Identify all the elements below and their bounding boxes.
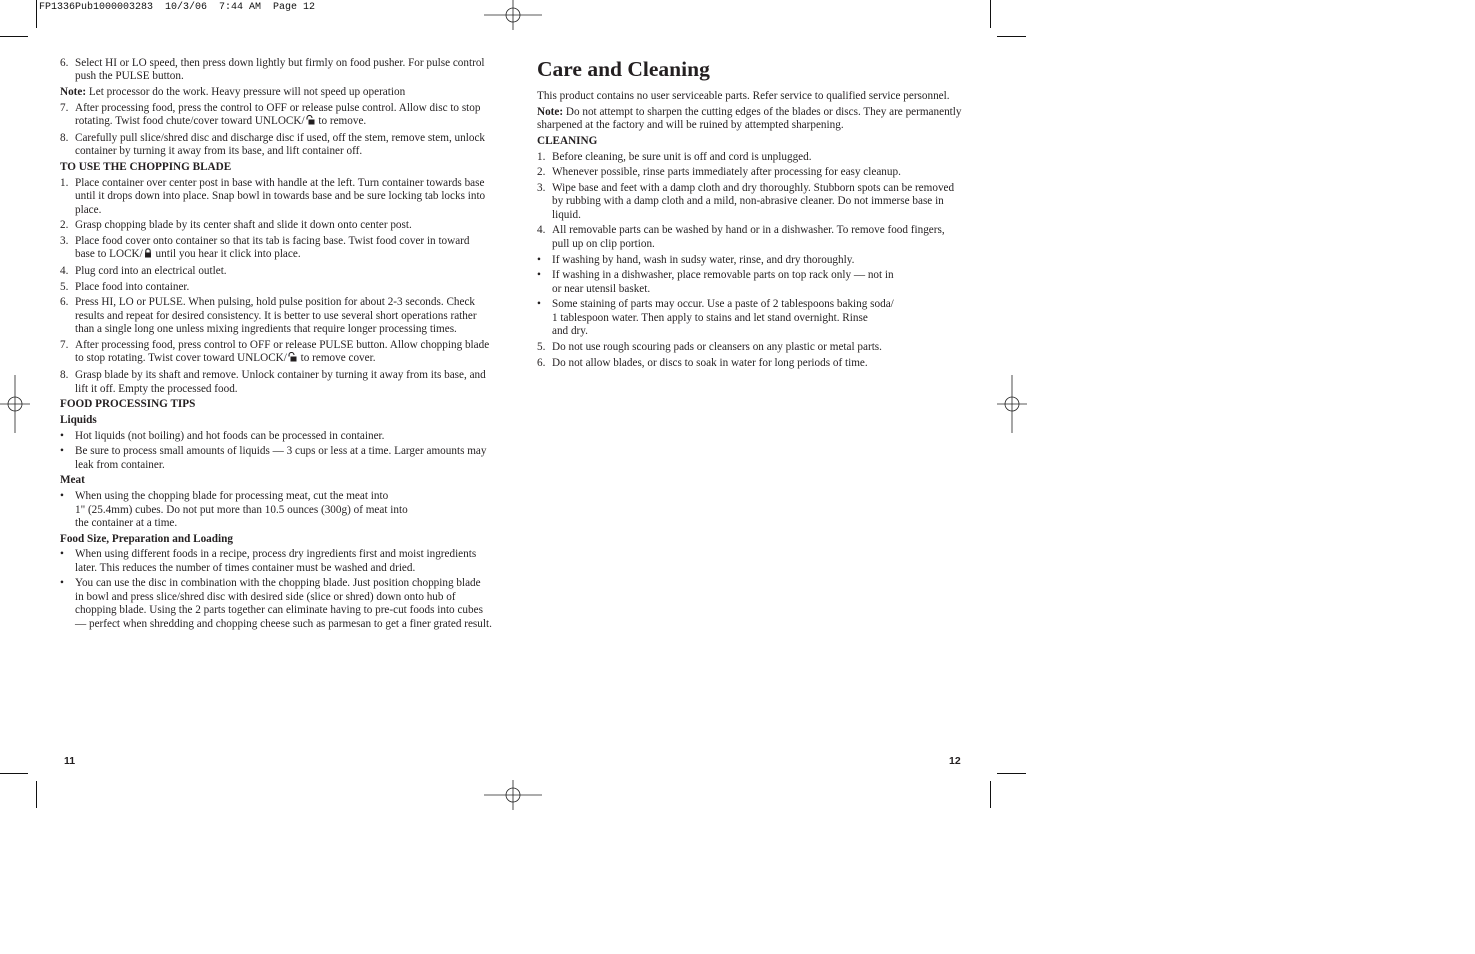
list-item xyxy=(537,254,969,267)
list-marker: 2. xyxy=(537,166,546,179)
list-item xyxy=(60,265,492,278)
section-heading-cleaning: CLEANING xyxy=(537,134,598,147)
list-item xyxy=(60,177,492,217)
list-item-text: Place container over center post in base with handle at the left. Turn container towards base until it drops down into place. Snap bowl in towards base and be sure locking tab locks into place. xyxy=(75,176,486,216)
bullet-marker: • xyxy=(60,429,64,442)
list-item xyxy=(60,281,492,294)
list-item-line: or near utensil basket. xyxy=(552,282,651,295)
crop-mark xyxy=(990,0,991,28)
list-marker: 4. xyxy=(537,224,546,237)
bullet-marker: • xyxy=(60,548,64,561)
list-item-line: the container at a time. xyxy=(75,516,178,529)
crop-mark xyxy=(0,773,28,774)
bullet-marker: • xyxy=(537,253,541,266)
subheading-liquids: Liquids xyxy=(60,413,97,426)
registration-mark-right xyxy=(997,375,1027,433)
list-item xyxy=(60,57,492,84)
list-item xyxy=(60,445,492,472)
list-marker: 2. xyxy=(60,219,69,232)
list-item-text: Carefully pull slice/shred disc and discharge disc if used, off the stem, remove stem, unlock container by turning it away from its base, and lift container off. xyxy=(75,131,486,158)
note-text: Let processor do the work. Heavy pressure will not speed up operation xyxy=(86,86,406,99)
crop-mark xyxy=(997,36,1026,37)
list-item xyxy=(537,269,969,296)
note-paragraph xyxy=(537,106,969,133)
list-item-text: Plug cord into an electrical outlet. xyxy=(75,265,227,278)
list-item-text: After processing food, press the control to OFF or release pulse control. Allow disc to stop rotating. Twist food chute/cover toward UNLOCK/ xyxy=(75,101,481,128)
lock-icon xyxy=(144,248,152,262)
section-heading-chopping-blade: TO USE THE CHOPPING BLADE xyxy=(60,161,232,174)
unlock-icon xyxy=(288,352,297,366)
registration-mark-left xyxy=(0,375,30,433)
list-item-text: Place food cover onto container so that its tab is facing base. Twist food cover in toward base to LOCK/ xyxy=(75,234,470,261)
crop-mark xyxy=(990,781,991,808)
list-item-text: Select HI or LO speed, then press down lightly but firmly on food pusher. For pulse control push the PULSE button. xyxy=(75,57,485,83)
note-text: Do not attempt to sharpen the cutting edges of the blades or discs. They are permanently sharpened at the factory and will be ruined by attempted sharpening. xyxy=(537,105,962,132)
list-marker: 6. xyxy=(60,296,69,309)
list-marker: 7. xyxy=(60,338,69,351)
list-item-line: and dry. xyxy=(552,325,588,338)
list-item-line: If washing by hand, wash in sudsy water, rinse, and dry thoroughly. xyxy=(552,253,855,266)
list-item xyxy=(60,490,492,530)
list-item-line: 1 tablespoon water. Then apply to stains and let stand overnight. Rinse xyxy=(552,311,868,324)
bullet-marker: • xyxy=(60,490,64,503)
section-heading-tips: FOOD PROCESSING TIPS xyxy=(60,398,196,411)
list-item-text: Before cleaning, be sure unit is off and cord is unplugged. xyxy=(552,150,812,163)
list-item-text: Do not use rough scouring pads or cleansers on any plastic or metal parts. xyxy=(552,340,882,353)
list-marker: 4. xyxy=(60,265,69,278)
list-item xyxy=(60,369,492,396)
list-item-text: Hot liquids (not boiling) and hot foods can be processed in container. xyxy=(75,429,385,442)
list-item-text: Whenever possible, rinse parts immediately after processing for easy cleanup. xyxy=(552,166,901,179)
list-item-text-tail: to remove. xyxy=(315,115,367,128)
subheading-meat: Meat xyxy=(60,474,85,487)
list-item-text: Place food into container. xyxy=(75,280,190,293)
list-marker: 7. xyxy=(60,101,69,114)
subheading-food-size: Food Size, Preparation and Loading xyxy=(60,532,233,545)
list-item-text: Wipe base and feet with a damp cloth and dry thoroughly. Stubborn spots can be removed by rubbing with a damp cloth and a mild, non-abrasive cleaner. Do not immerse base in liquid. xyxy=(552,181,955,221)
registration-mark-top xyxy=(484,0,542,30)
list-item xyxy=(60,102,492,130)
note-paragraph xyxy=(60,86,492,99)
list-marker: 3. xyxy=(60,234,69,247)
list-item xyxy=(60,339,492,367)
list-item xyxy=(60,548,492,575)
list-item-text: Grasp blade by its shaft and remove. Unlock container by turning it away from its base, and lift it off. Empty the processed food. xyxy=(75,369,486,395)
bullet-marker: • xyxy=(537,269,541,282)
list-item-text: Press HI, LO or PULSE. When pulsing, hold pulse position for about 2-3 seconds. Check results and repeat for desired consistency. It is better to use several short operations rather than a single long one unless mixing ingredients that require longer processing times. xyxy=(75,296,477,336)
list-item-text: All removable parts can be washed by hand or in a dishwasher. To remove food fingers, pull up on clip portion. xyxy=(552,224,945,250)
list-item xyxy=(60,577,492,631)
list-item-text: You can use the disc in combination with the chopping blade. Just position chopping blade in bowl and press slice/shred disc with desired side (slice or shred) down onto hub of chopping blade. Using the 2 parts together can eliminate having to pre-cut foods into cubes — perfect when shredding and chopping cheese such as parmesan to get a finer grated result. xyxy=(75,577,492,630)
list-item-text: Be sure to process small amounts of liquids — 3 cups or less at a time. Larger amounts may leak from container. xyxy=(75,445,487,471)
list-item xyxy=(537,182,962,222)
unlock-icon xyxy=(306,115,315,129)
crop-mark xyxy=(0,36,28,37)
page-12-column xyxy=(537,57,969,372)
list-marker: 1. xyxy=(537,150,546,163)
list-item xyxy=(537,298,969,338)
list-item xyxy=(537,151,969,164)
list-item-line: 1" (25.4mm) cubes. Do not put more than 10.5 ounces (300g) of meat into xyxy=(75,503,408,516)
list-item-text: When using different foods in a recipe, process dry ingredients first and moist ingredients later. This reduces the number of times container must be washed and dried. xyxy=(75,548,477,574)
list-item-line: Some staining of parts may occur. Use a paste of 2 tablespoons baking soda/ xyxy=(552,298,894,311)
list-item-text-tail: until you hear it click into place. xyxy=(152,248,301,261)
list-item-text-tail: to remove cover. xyxy=(297,352,376,365)
registration-mark-bottom xyxy=(484,780,542,810)
list-item xyxy=(60,235,492,263)
page-number-right: 12 xyxy=(949,755,961,767)
list-item xyxy=(537,166,969,179)
list-marker: 6. xyxy=(537,356,546,369)
crop-mark xyxy=(36,781,37,808)
crop-mark xyxy=(997,773,1026,774)
list-item xyxy=(537,341,969,354)
bullet-marker: • xyxy=(60,577,64,590)
list-marker: 5. xyxy=(537,340,546,353)
list-marker: 8. xyxy=(60,369,69,382)
list-marker: 6. xyxy=(60,57,69,69)
page-11-column xyxy=(60,57,492,633)
list-item xyxy=(537,357,969,370)
note-label: Note: xyxy=(60,86,87,99)
list-marker: 8. xyxy=(60,131,69,144)
list-item-line: If washing in a dishwasher, place removable parts on top rack only — not in xyxy=(552,269,894,282)
list-marker: 1. xyxy=(60,176,69,189)
list-marker: 3. xyxy=(537,181,546,194)
list-item-text: Grasp chopping blade by its center shaft and slide it down onto center post. xyxy=(75,219,412,232)
intro-paragraph: This product contains no user serviceable parts. Refer service to qualified service personnel. xyxy=(537,90,950,102)
list-item-text: Do not allow blades, or discs to soak in water for long periods of time. xyxy=(552,356,868,369)
bullet-marker: • xyxy=(537,298,541,311)
page-number-left: 11 xyxy=(64,755,76,767)
list-item xyxy=(60,219,492,232)
list-item xyxy=(60,132,492,159)
crop-mark xyxy=(36,0,37,28)
print-slug-line: FP1336Pub1000003283 10/3/06 7:44 AM Page 12 xyxy=(39,2,316,13)
list-marker: 5. xyxy=(60,280,69,293)
list-item-text: After processing food, press control to OFF or release PULSE button. Allow chopping blade to stop rotating. Twist cover toward UNLOCK/ xyxy=(75,338,490,365)
note-label: Note: xyxy=(537,105,564,118)
list-item xyxy=(60,430,492,443)
page-title: Care and Cleaning xyxy=(537,57,710,81)
list-item xyxy=(537,224,962,251)
bullet-marker: • xyxy=(60,445,64,458)
list-item-line: When using the chopping blade for processing meat, cut the meat into xyxy=(75,490,389,503)
list-item xyxy=(60,296,492,336)
